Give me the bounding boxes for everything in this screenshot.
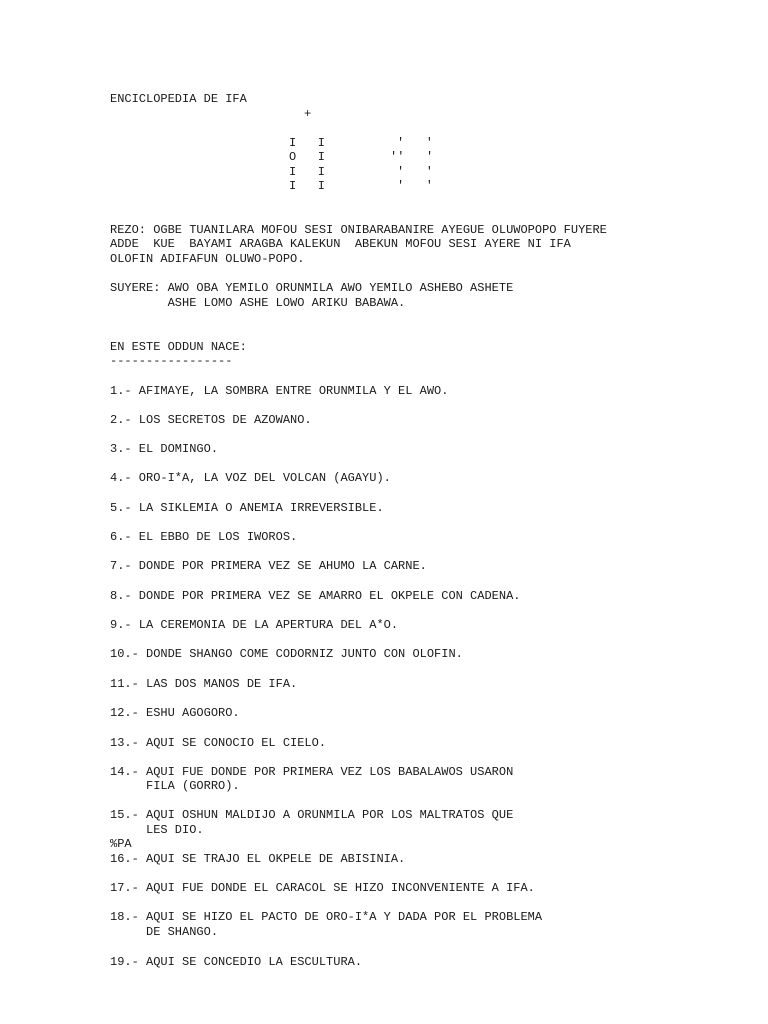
- list-item: 10.- DONDE SHANGO COME CODORNIZ JUNTO CON OLOFIN.: [110, 647, 463, 661]
- list-item-continuation: FILA (GORRO).: [110, 779, 240, 793]
- section-rule: -----------------: [110, 354, 233, 368]
- list-item: 11.- LAS DOS MANOS DE IFA.: [110, 677, 298, 691]
- odu-sign-row-left: I I: [289, 179, 326, 193]
- suyere-line: SUYERE: AWO OBA YEMILO ORUNMILA AWO YEMILO ASHEBO ASHETE: [110, 281, 514, 295]
- odu-sign-row-right: ' ': [397, 136, 434, 150]
- odu-sign-row-left: I I: [289, 165, 326, 179]
- odu-sign-row-left: I I: [289, 136, 326, 150]
- rezo-line: REZO: OGBE TUANILARA MOFOU SESI ONIBARABANIRE AYEGUE OLUWOPOPO FUYERE: [110, 223, 607, 237]
- odu-sign-row-right: '' ': [390, 150, 434, 164]
- list-item: 12.- ESHU AGOGORO.: [110, 706, 240, 720]
- page-marker: %PA: [110, 837, 132, 851]
- list-item: 16.- AQUI SE TRAJO EL OKPELE DE ABISINIA.: [110, 852, 406, 866]
- list-item: 6.- EL EBBO DE LOS IWOROS.: [110, 530, 298, 544]
- list-item-continuation: DE SHANGO.: [110, 925, 219, 939]
- section-heading: EN ESTE ODDUN NACE:: [110, 340, 247, 354]
- odu-sign-row-right: ' ': [397, 179, 434, 193]
- list-item: 2.- LOS SECRETOS DE AZOWANO.: [110, 413, 312, 427]
- list-item: 9.- LA CEREMONIA DE LA APERTURA DEL A*O.: [110, 618, 399, 632]
- list-item: 15.- AQUI OSHUN MALDIJO A ORUNMILA POR LOS MALTRATOS QUE: [110, 808, 514, 822]
- suyere-line: ASHE LOMO ASHE LOWO ARIKU BABAWA.: [110, 296, 406, 310]
- list-item: 4.- ORO-I*A, LA VOZ DEL VOLCAN (AGAYU).: [110, 471, 391, 485]
- list-item: 8.- DONDE POR PRIMERA VEZ SE AMARRO EL OKPELE CON CADENA.: [110, 589, 521, 603]
- odu-sign-row-left: O I: [289, 150, 326, 164]
- list-item: 17.- AQUI FUE DONDE EL CARACOL SE HIZO INCONVENIENTE A IFA.: [110, 881, 535, 895]
- list-item-continuation: LES DIO.: [110, 823, 204, 837]
- rezo-line: OLOFIN ADIFAFUN OLUWO-POPO.: [110, 252, 305, 266]
- odu-sign-row-right: ' ': [397, 165, 434, 179]
- list-item: 14.- AQUI FUE DONDE POR PRIMERA VEZ LOS BABALAWOS USARON: [110, 765, 514, 779]
- list-item: 7.- DONDE POR PRIMERA VEZ SE AHUMO LA CARNE.: [110, 559, 427, 573]
- list-item: 19.- AQUI SE CONCEDIO LA ESCULTURA.: [110, 955, 363, 969]
- list-item: 5.- LA SIKLEMIA O ANEMIA IRREVERSIBLE.: [110, 501, 384, 515]
- plus-mark: +: [304, 107, 312, 121]
- rezo-line: ADDE KUE BAYAMI ARAGBA KALEKUN ABEKUN MOFOU SESI AYERE NI IFA: [110, 237, 571, 251]
- list-item: 1.- AFIMAYE, LA SOMBRA ENTRE ORUNMILA Y EL AWO.: [110, 384, 449, 398]
- list-item: 18.- AQUI SE HIZO EL PACTO DE ORO-I*A Y DADA POR EL PROBLEMA: [110, 910, 543, 924]
- list-item: 13.- AQUI SE CONOCIO EL CIELO.: [110, 736, 327, 750]
- list-item: 3.- EL DOMINGO.: [110, 442, 219, 456]
- document-title: ENCICLOPEDIA DE IFA: [110, 92, 247, 106]
